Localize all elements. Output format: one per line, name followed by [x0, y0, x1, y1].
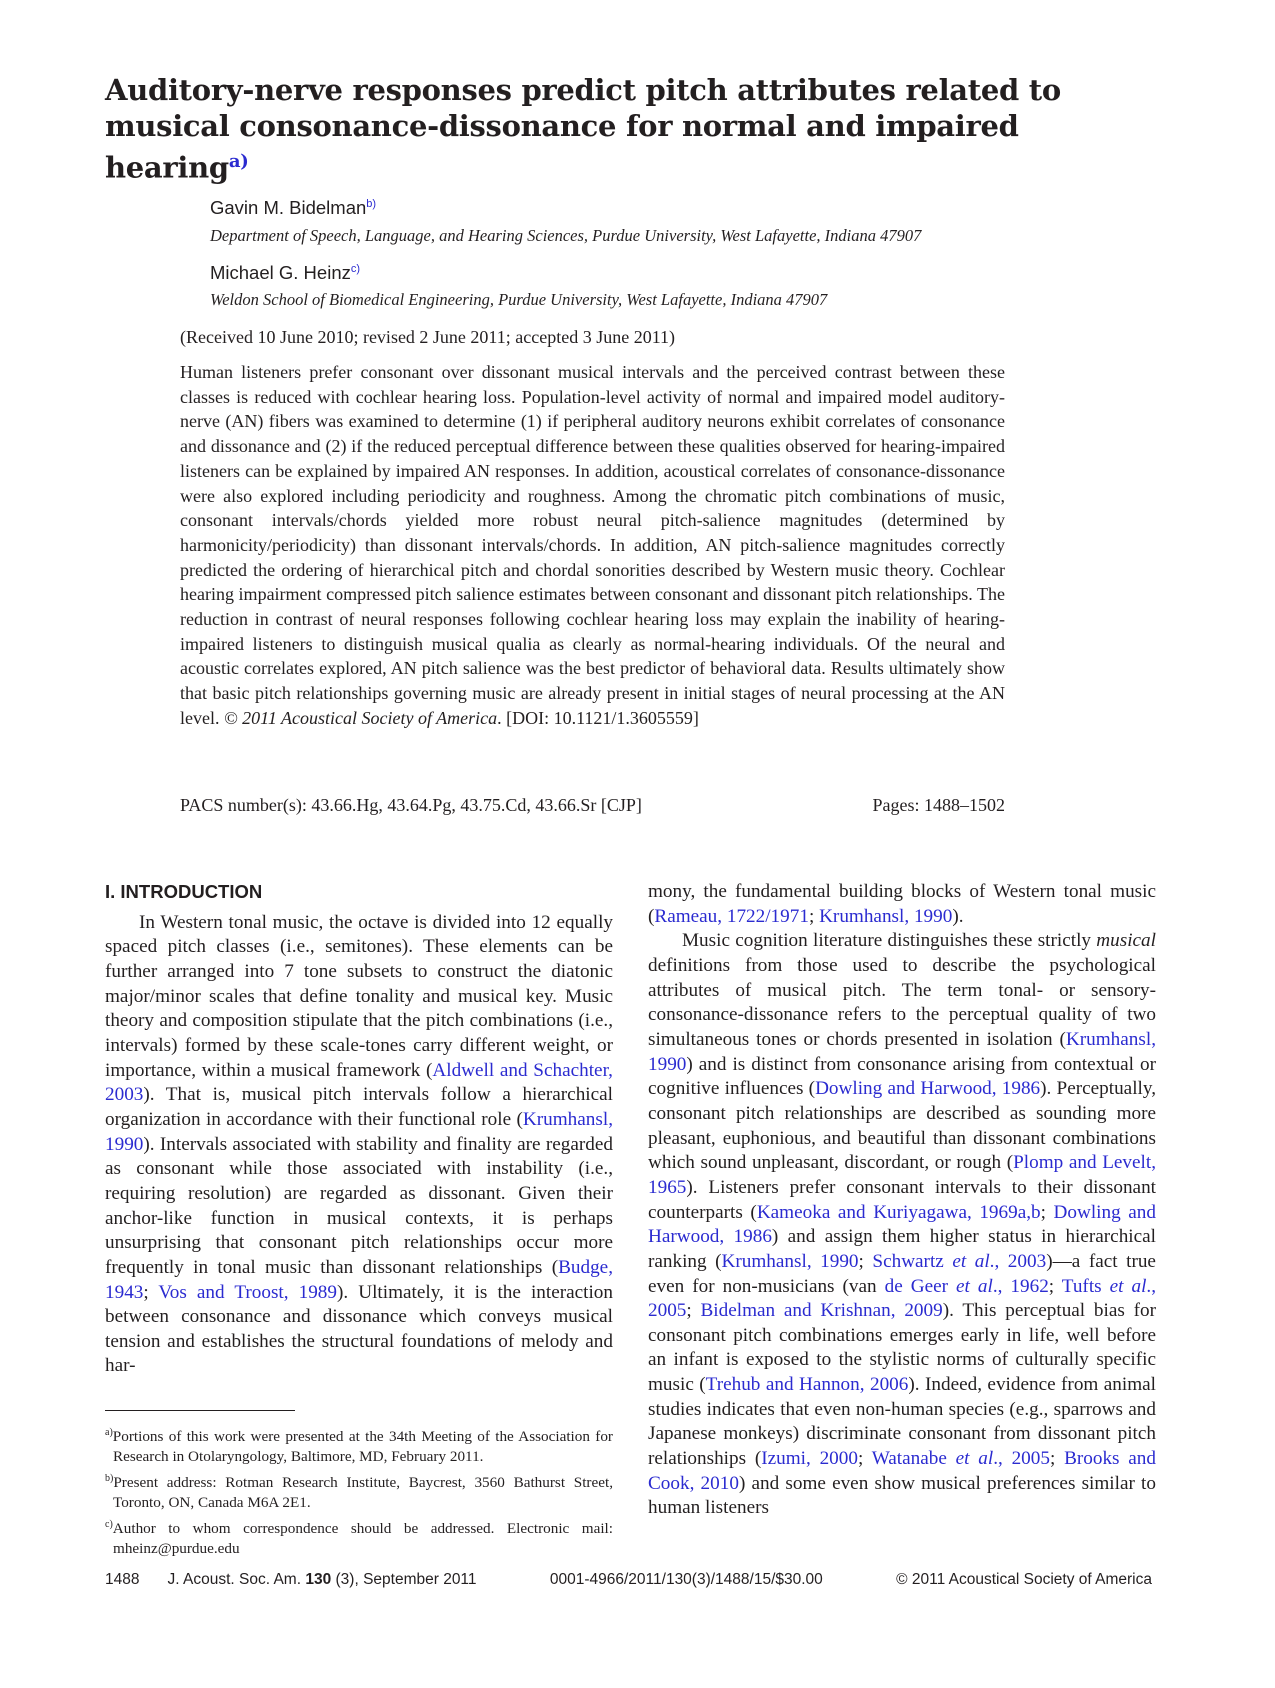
- citation-link[interactable]: et al: [956, 1275, 993, 1297]
- footnote-a: $^{a)}$Portions of this work were presented at the 34th Meeting of the Association for Research in Otolaryngology, Baltimore, MD, February 2011.: [105, 1427, 613, 1465]
- article-code: 0001-4966/2011/130(3)/1488/15/$30.00: [549, 1571, 823, 1588]
- citation-link[interactable]: Aldwell and Schachter, 2003: [105, 1059, 613, 1106]
- section-heading: I. INTRODUCTION: [105, 881, 263, 902]
- body-paragraph: [648, 880, 1156, 929]
- text-run: ;: [143, 1281, 159, 1303]
- citation-link[interactable]: Watanabe: [871, 1448, 956, 1470]
- citation-link[interactable]: Plomp and Levelt, 1965: [648, 1152, 1156, 1198]
- citation-link[interactable]: Izumi, 2000: [761, 1448, 858, 1470]
- citation-link[interactable]: ., 1962: [992, 1275, 1049, 1297]
- citation-link[interactable]: ., 2003: [989, 1250, 1047, 1272]
- citation-link[interactable]: Krumhansl, 1990: [819, 905, 953, 927]
- body-paragraph: [648, 929, 1156, 1521]
- text-run: ). Ultimately, it is the interaction between consonance and dissonance which conveys musical tension and establishes the structural foundations of melody and har-: [105, 1281, 613, 1377]
- footnotes: [105, 1423, 613, 1558]
- text-run: ). Intervals associated with stability and finality are regarded as consonant while those associated with instability (i.e., requiring resolution) are regarded as dissonant. Given their anchor-like function in musical contexts, it is perhaps unsurprising that consonant pitch relationships occur more frequently in tonal music than dissonant relationships (: [105, 1133, 613, 1278]
- body-paragraph: [105, 911, 613, 1379]
- text-run: mony, the fundamental building blocks of Western tonal music (: [648, 881, 1156, 927]
- text-run: © 2011 Acoustical Society of America: [223, 707, 498, 728]
- text-run: ). Indeed, evidence from animal studies indicates that even non-human species (e.g., sparrows and Japanese monkeys) discriminate consonant from dissonant pitch relationships (: [648, 1374, 1156, 1470]
- citation-link[interactable]: Rameau, 1722/1971: [654, 905, 809, 927]
- text-run: ;: [1040, 1201, 1054, 1223]
- author-2-footnote-link[interactable]: c): [350, 262, 361, 275]
- text-run: ;: [686, 1300, 701, 1322]
- citation-link[interactable]: Trehub and Hannon, 2006: [705, 1374, 909, 1396]
- citation-link[interactable]: et al: [952, 1250, 990, 1272]
- citation-link[interactable]: et al: [955, 1448, 994, 1470]
- text-run: musical: [1096, 930, 1156, 952]
- citation-link[interactable]: et al: [1109, 1275, 1147, 1297]
- citation-link[interactable]: Schwartz: [872, 1250, 953, 1272]
- text-run: ). Listeners prefer consonant intervals to their dissonant counterparts (: [648, 1176, 1156, 1223]
- issue-date: (3), September 2011: [331, 1571, 477, 1588]
- citation-link[interactable]: Krumhansl, 1990: [648, 1028, 1156, 1075]
- footer-copyright: © 2011 Acoustical Society of America: [896, 1571, 1152, 1588]
- citation-link[interactable]: ., 2005: [993, 1448, 1050, 1470]
- text-run: ). Perceptually, consonant pitch relationships are described as sounding more pleasant, euphonious, and beautiful than dissonant combinations which sound unpleasant, discordant, or rough (: [648, 1078, 1157, 1174]
- author-1: Gavin M. Bidelman$^{b)}$: [210, 197, 377, 218]
- abstract: [180, 360, 1005, 731]
- page-range: Pages: 1488–1502: [872, 795, 1005, 815]
- text-run: ;: [858, 1250, 873, 1272]
- citation-link[interactable]: Brooks and Cook, 2010: [648, 1448, 1156, 1494]
- journal-name: J. Acoust. Soc. Am.: [167, 1571, 306, 1588]
- affiliation-2: Weldon School of Biomedical Engineering, Purdue University, West Lafayette, Indiana 47907: [210, 290, 828, 309]
- text-run: ). This perceptual bias for consonant pitch combinations emerges early in life, well before an infant is exposed to the stylistic norms of culturally specific music (: [648, 1300, 1156, 1396]
- citation-link[interactable]: de Geer: [884, 1275, 957, 1297]
- citation-link[interactable]: Krumhansl, 1990: [105, 1108, 613, 1155]
- footnote-divider: [105, 1410, 295, 1411]
- affiliation-1: Department of Speech, Language, and Hearing Sciences, Purdue University, West Lafayette, Indiana 47907: [210, 226, 922, 245]
- title-footnote-link[interactable]: a): [228, 151, 249, 172]
- citation-link[interactable]: ., 2005: [648, 1275, 1157, 1322]
- received-dates: (Received 10 June 2010; revised 2 June 2011; accepted 3 June 2011): [180, 327, 676, 347]
- text-run: Music cognition literature distinguishes these strictly: [682, 930, 1097, 952]
- text-run: ) and assign them higher status in hierarchical ranking (: [648, 1226, 1156, 1272]
- citation-link[interactable]: Vos and Troost, 1989: [158, 1281, 337, 1303]
- paper-title: Auditory-nerve responses predict pitch attributes related to musical consonance-dissonance for normal and impaired hearing$^{a)}$: [105, 73, 1061, 185]
- text-run: ) and some even show musical preferences similar to human listeners: [648, 1472, 1156, 1519]
- text-run: definitions from those used to describe the psychological attributes of musical pitch. The term tonal- or sensory-consonance-dissonance refers to the perceptual quality of two simultaneous tones or chords presented in isolation (: [648, 954, 1156, 1050]
- text-run: ).: [952, 905, 964, 927]
- text-run: In Western tonal music, the octave is divided into 12 equally spaced pitch classes (i.e., semitones). These elements can be further arranged into 7 tone subsets to construct the diatonic major/minor scales that define tonality and musical key. Music theory and composition stipulate that the pitch combinations (i.e., intervals) formed by these scale-tones carry different weight, or importance, within a musical framework (: [105, 911, 613, 1081]
- page-number: 1488: [105, 1571, 140, 1588]
- footnote-b: $^{b)}$Present address: Rotman Research Institute, Baycrest, 3560 Bathurst Street, Toronto, ON, Canada M6A 2E1.: [105, 1473, 613, 1511]
- text-run: . [DOI: 10.1121/1.3605559]: [497, 707, 699, 728]
- text-run: Human listeners prefer consonant over dissonant musical intervals and the perceived contrast between these classes is reduced with cochlear hearing loss. Population-level activity of normal and impaired model auditory-nerve (AN) fibers was examined to determine (1) if peripheral auditory neurons exhibit correlates of consonance and dissonance and (2) if the reduced perceptual difference between these qualities observed for hearing-impaired listeners can be explained by impaired AN responses. In addition, acoustical correlates of consonance-dissonance were also explored including periodicity and roughness. Among the chromatic pitch combinations of music, consonant intervals/chords yielded more robust neural pitch-salience magnitudes (determined by harmonicity/periodicity) than dissonant intervals/chords. In addition, AN pitch-salience magnitudes correctly predicted the ordering of hierarchical pitch and chordal sonorities described by Western music theory. Cochlear hearing impairment compressed pitch salience estimates between consonant and dissonant pitch relationships. The reduction in contrast of neural responses following cochlear hearing loss may explain the inability of hearing-impaired listeners to distinguish musical qualia as clearly as normal-hearing individuals. Of the neural and acoustic correlates explored, AN pitch salience was the best predictor of behavioral data. Results ultimately show that basic pitch relationships governing music are already present in initial stages of neural processing at the AN level.: [180, 362, 1005, 728]
- citation-link[interactable]: Tufts: [1061, 1275, 1110, 1297]
- citation-link[interactable]: Budge, 1943: [105, 1256, 613, 1303]
- pacs-line: [180, 795, 1005, 816]
- text-run: ;: [808, 905, 820, 927]
- author-2: Michael G. Heinz$^{c)}$: [210, 262, 361, 283]
- citation-link[interactable]: Bidelman and Krishnan, 2009: [700, 1300, 943, 1322]
- page-footer: [105, 1571, 1152, 1589]
- citation-link[interactable]: Krumhansl, 1990: [721, 1250, 859, 1272]
- author-1-footnote-link[interactable]: b): [366, 197, 377, 210]
- text-run: ). That is, musical pitch intervals follow a hierarchical organization in accordance with their functional role (: [105, 1084, 613, 1130]
- citation-link[interactable]: Dowling and Harwood, 1986: [815, 1078, 1041, 1100]
- citation-link[interactable]: Kameoka and Kuriyagawa, 1969a,b: [756, 1201, 1041, 1223]
- text-run: ;: [1049, 1448, 1065, 1470]
- volume: 130: [305, 1571, 332, 1588]
- pacs-numbers: PACS number(s): 43.66.Hg, 43.64.Pg, 43.75.Cd, 43.66.Sr [CJP]: [180, 795, 642, 815]
- text-run: ;: [857, 1448, 872, 1470]
- text-run: )—a fact true even for non-musicians (van: [648, 1250, 1156, 1297]
- left-column: [105, 880, 613, 1379]
- citation-link[interactable]: Dowling and Harwood, 1986: [648, 1201, 1156, 1248]
- footnote-c: $^{c)}$Author to whom correspondence should be addressed. Electronic mail: mheinz@purdue.edu: [105, 1519, 613, 1557]
- right-column: [648, 880, 1156, 1521]
- text-run: ;: [1048, 1275, 1062, 1297]
- text-run: ) and is distinct from consonance arising from contextual or cognitive influences (: [648, 1053, 1156, 1100]
